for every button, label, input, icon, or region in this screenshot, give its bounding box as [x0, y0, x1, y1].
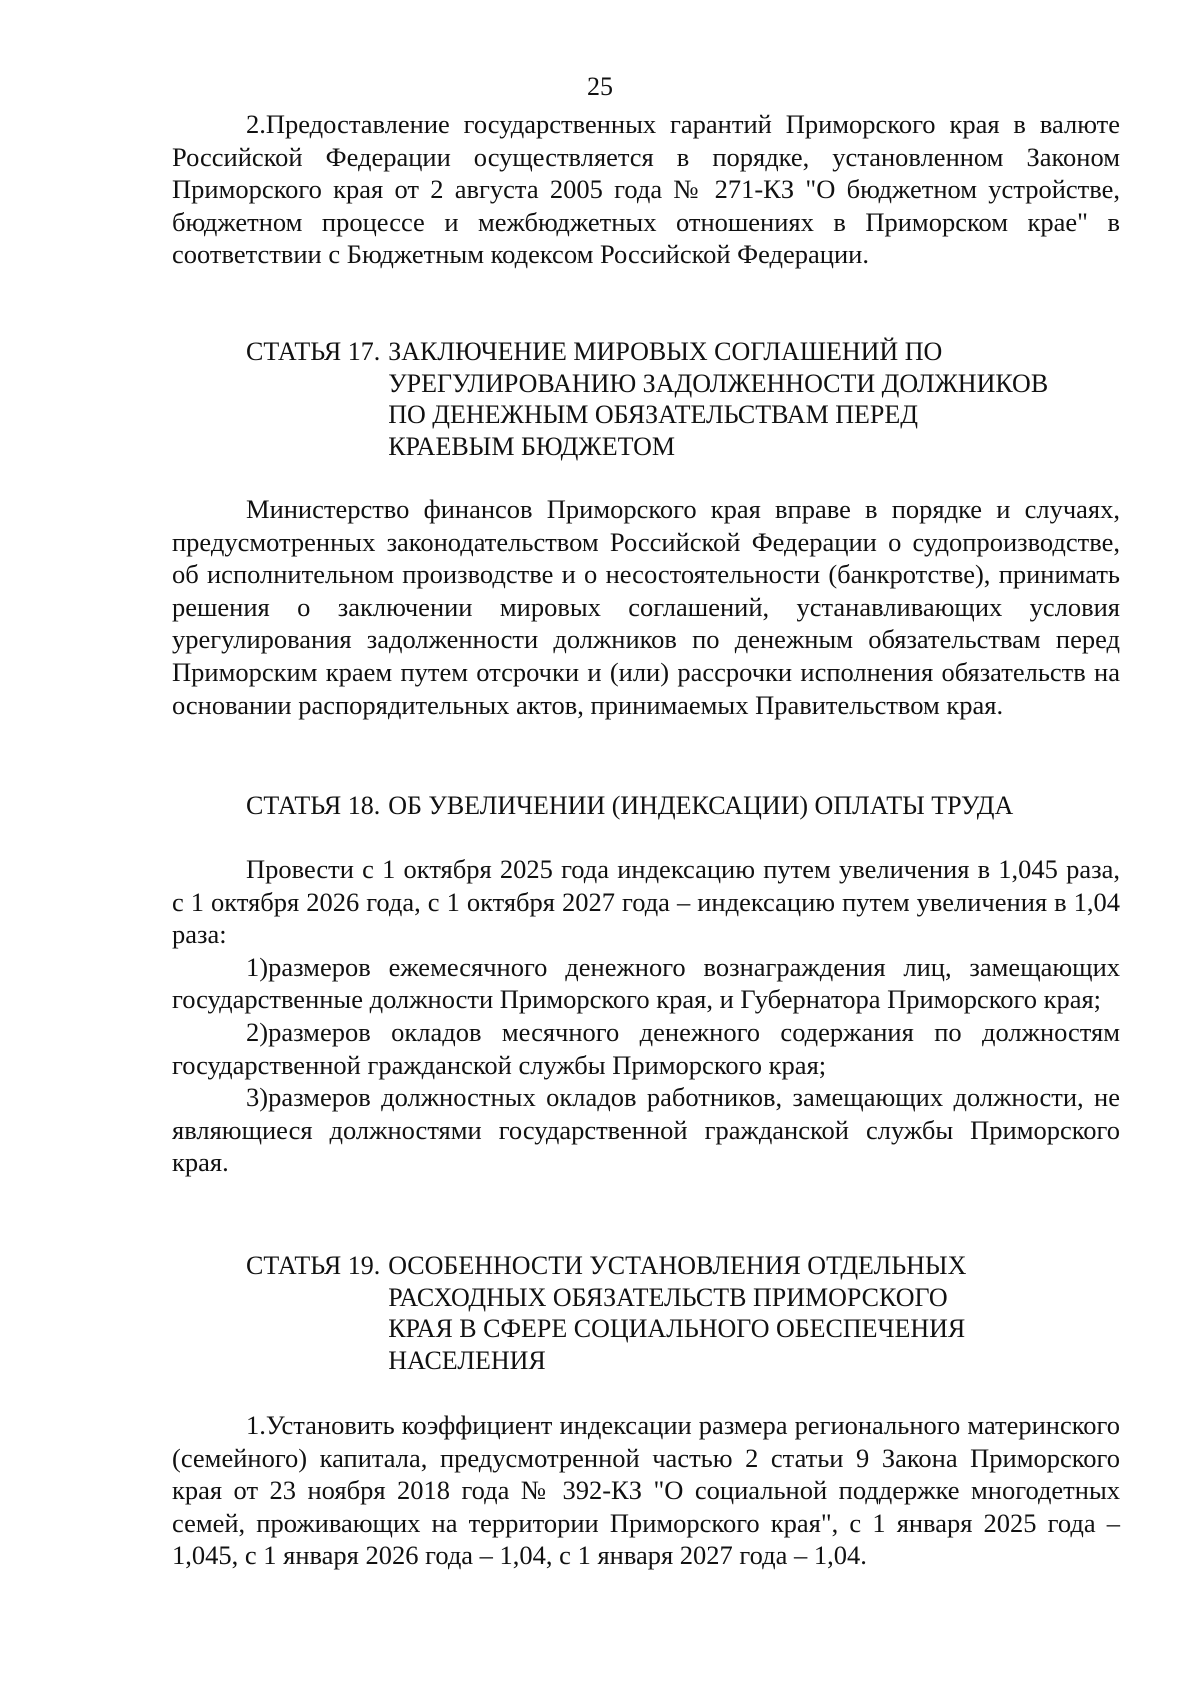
article-19-body	[172, 1409, 1120, 1572]
article-18-number: СТАТЬЯ 18.	[246, 791, 381, 820]
article-17-title-line: КРАЕВЫМ БЮДЖЕТОМ	[388, 431, 676, 461]
intro-paragraph: 2.Предоставление государственных гарантий Приморского края в валюте Российской Федерации осуществляется в порядке, установленном Законом Приморского края от 2 августа 2005 года № 271-КЗ "О бюджетном устройстве, бюджетном процессе и межбюджетных отношениях в Приморском крае" в соответствии с Бюджетным кодексом Российской Федерации.	[172, 109, 1120, 270]
article-18-item-2: 2)размеров окладов месячного денежного содержания по должностям государственной гражданской службы Приморского края;	[172, 1016, 1120, 1080]
article-19-title	[388, 1250, 966, 1376]
article-18-item-1: 1)размеров ежемесячного денежного вознаграждения лиц, замещающих государственные должности Приморского края, и Губернатора Приморского края;	[172, 951, 1120, 1015]
article-17-number: СТАТЬЯ 17.	[246, 337, 381, 366]
article-18-heading	[246, 790, 1146, 822]
article-17-heading	[246, 336, 1146, 462]
article-19-heading	[246, 1250, 1146, 1376]
article-17-title-line: ЗАКЛЮЧЕНИЕ МИРОВЫХ СОГЛАШЕНИЙ ПО	[388, 337, 943, 366]
article-17-title	[388, 336, 1048, 462]
article-18-paragraph: Провести с 1 октября 2025 года индексацию путем увеличения в 1,045 раза, с 1 октября 2026 года, с 1 октября 2027 года – индексацию путем увеличения в 1,04 раза:	[172, 854, 1120, 950]
article-18-title-line: ОБ УВЕЛИЧЕНИИ (ИНДЕКСАЦИИ) ОПЛАТЫ ТРУДА	[388, 791, 1014, 820]
article-17-body	[172, 493, 1120, 721]
article-18-body	[172, 853, 1120, 1179]
article-17-paragraph: Министерство финансов Приморского края вправе в порядке и случаях, предусмотренных законодательством Российской Федерации о судопроизводстве, об исполнительном производстве и о несостоятельности (банкротстве), принимать решения о заключении мировых соглашений, устанавливающих условия урегулирования задолженности должников по денежным обязательствам перед Приморским краем путем отсрочки и (или) рассрочки исполнения обязательств на основании распорядительных актов, принимаемых Правительством края.	[172, 494, 1120, 720]
article-19-title-line: НАСЕЛЕНИЯ	[388, 1345, 546, 1375]
article-18-title	[388, 790, 1013, 822]
article-19-title-line: ОСОБЕННОСТИ УСТАНОВЛЕНИЯ ОТДЕЛЬНЫХ	[388, 1251, 967, 1280]
article-19-paragraph: 1.Установить коэффициент индексации размера регионального материнского (семейного) капитала, предусмотренной частью 2 статьи 9 Закона Приморского края от 23 ноября 2018 года № 392-КЗ "О социальной поддержке многодетных семей, проживающих на территории Приморского края", с 1 января 2025 года – 1,045, с 1 января 2026 года – 1,04, с 1 января 2027 года – 1,04.	[172, 1410, 1120, 1571]
article-17-title-line: ПО ДЕНЕЖНЫМ ОБЯЗАТЕЛЬСТВАМ ПЕРЕД	[388, 400, 918, 429]
article-19-title-line: РАСХОДНЫХ ОБЯЗАТЕЛЬСТВ ПРИМОРСКОГО	[388, 1282, 948, 1312]
article-19-number: СТАТЬЯ 19.	[246, 1251, 381, 1280]
intro-section	[172, 108, 1120, 271]
article-17-title-line: УРЕГУЛИРОВАНИЮ ЗАДОЛЖЕННОСТИ ДОЛЖНИКОВ	[388, 368, 1049, 398]
article-18-item-3: 3)размеров должностных окладов работников, замещающих должности, не являющиеся должностями государственной гражданской службы Приморского края.	[172, 1082, 1120, 1178]
page-number: 25	[587, 72, 613, 101]
article-19-title-line: КРАЯ В СФЕРЕ СОЦИАЛЬНОГО ОБЕСПЕЧЕНИЯ	[388, 1314, 966, 1343]
